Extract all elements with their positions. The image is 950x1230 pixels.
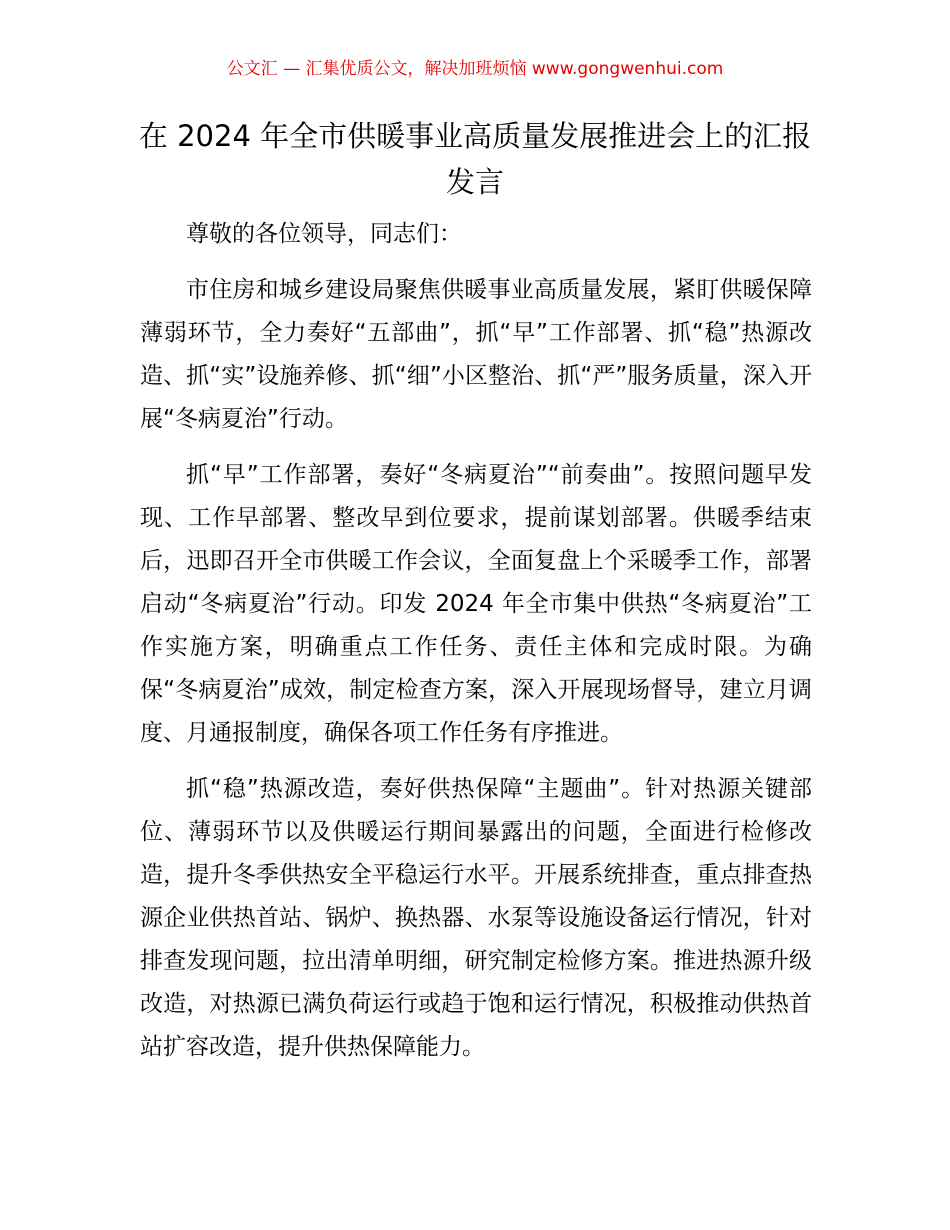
document-body <box>140 213 812 1082</box>
paragraph-work-deployment: 抓“早”工作部署，奏好“冬病夏治”“前奏曲”。按照问题早发现、工作早部署、整改早到位要求，提前谋划部署。供暖季结束后，迅即召开全市供暖工作会议，全面复盘上个采暖季工作，部署启动“冬病夏治”行动。印发 2024 年全市集中供热“冬病夏治”工作实施方案，明确重点工作任务、责任主体和完成时限。为确保“冬病夏治”成效，制定检查方案，深入开展现场督导，建立月调度、月通报制度，确保各项工作任务有序推进。 <box>140 462 812 746</box>
website-header-banner: 公文汇 — 汇集优质公文，解决加班烦恼 www.gongwenhui.com <box>226 59 724 79</box>
salutation: 尊敬的各位领导，同志们： <box>186 221 462 247</box>
paragraph-heat-source-renovation: 抓“稳”热源改造，奏好供热保障“主题曲”。针对热源关键部位、薄弱环节以及供暖运行期间暴露出的问题，全面进行检修改造，提升冬季供热安全平稳运行水平。开展系统排查，重点排查热源企业供热首站、锅炉、换热器、水泵等设施设备运行情况，针对排查发现问题，拉出清单明细，研究制定检修方案。推进热源升级改造，对热源已满负荷运行或趋于饱和运行情况，积极推动供热首站扩容改造，提升供热保障能力。 <box>140 776 812 1060</box>
paragraph-intro: 市住房和城乡建设局聚焦供暖事业高质量发展，紧盯供暖保障薄弱环节，全力奏好“五部曲”，抓“早”工作部署、抓“稳”热源改造、抓“实”设施养修、抓“细”小区整治、抓“严”服务质量，深入开展“冬病夏治”行动。 <box>140 277 812 432</box>
document-title: 在 2024 年全市供暖事业高质量发展推进会上的汇报发言 <box>138 119 812 199</box>
